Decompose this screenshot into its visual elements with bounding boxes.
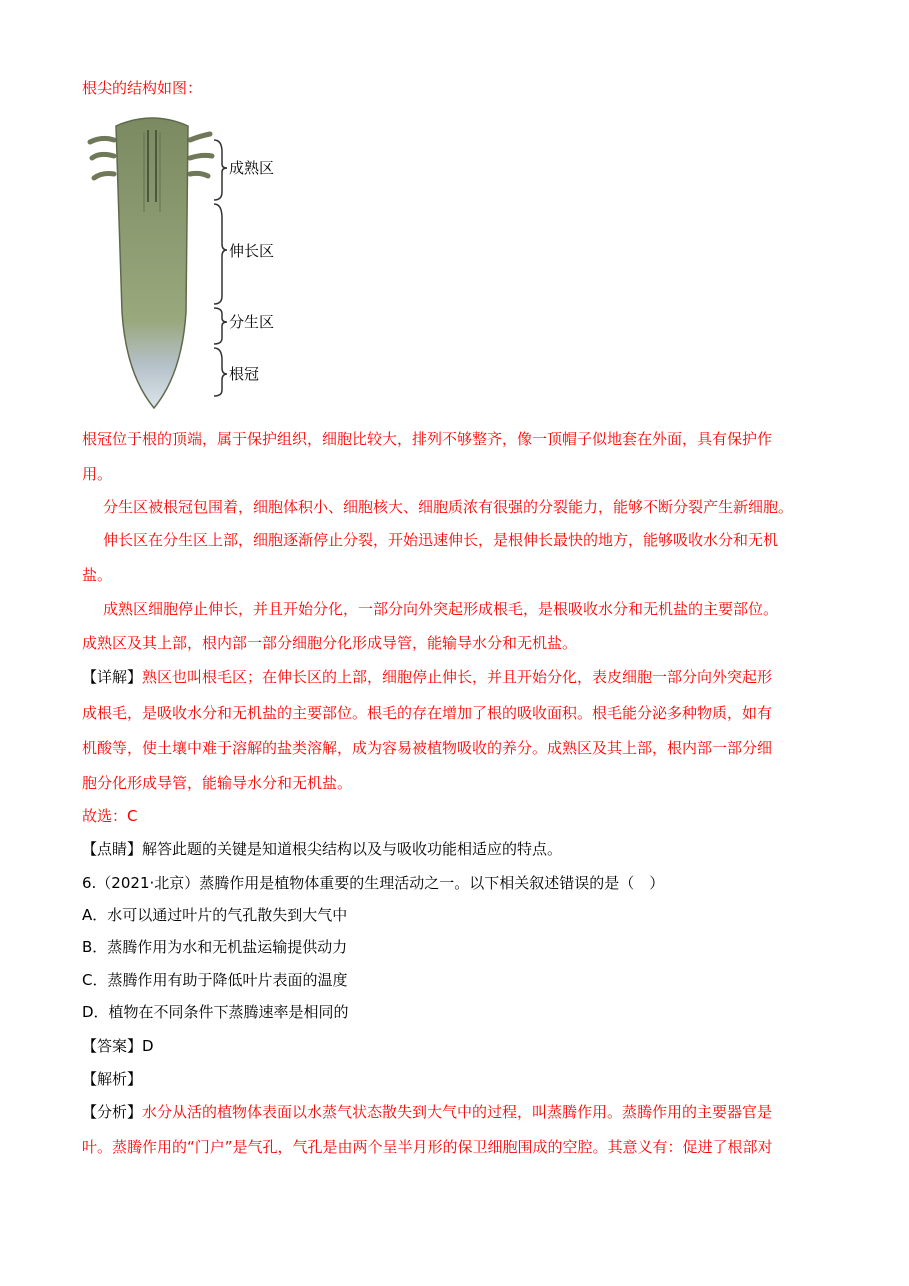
analysis-text: 水分从活的植物体表面以水蒸气状态散失到大气中的过程，叫蒸腾作用。蒸腾作用的主要器官是: [142, 1103, 773, 1121]
detail-line: 成根毛，是吸收水分和无机盐的主要部位。根毛的存在增加了根的吸收面积。根毛能分泌多种物质，如有: [82, 704, 773, 722]
paragraph-line: 成熟区及其上部，根内部一部分细胞分化形成导管，能输导水分和无机盐。: [82, 634, 578, 652]
answer: 【答案】D: [82, 1037, 154, 1055]
detail-line-1: [82, 667, 772, 687]
note-line: [82, 839, 562, 859]
detail-text: 熟区也叫根毛区；在伸长区的上部，细胞停止伸长，并且开始分化，表皮细胞一部分向外突起形: [142, 668, 773, 686]
detail-line: 胞分化形成导管，能输导水分和无机盐。: [82, 774, 353, 792]
label-meristem-zone: 分生区: [229, 313, 275, 331]
note-tag: 【点睛】: [82, 840, 143, 858]
label-maturation-zone: 成熟区: [229, 159, 275, 177]
note-text: 解答此题的关键是知道根尖结构以及与吸收功能相适应的特点。: [142, 840, 563, 858]
label-root-cap: 根冠: [229, 365, 260, 383]
option-a: A．水可以通过叶片的气孔散失到大气中: [82, 906, 348, 924]
analysis-line: 叶。蒸腾作用的“门户”是气孔，气孔是由两个呈半月形的保卫细胞围成的空腔。其意义有：促进了根部对: [82, 1138, 773, 1156]
root-tip-figure: [82, 112, 222, 412]
option-c: C．蒸腾作用有助于降低叶片表面的温度: [82, 971, 348, 989]
paragraph-line: 用。: [82, 465, 113, 483]
paragraph-line: 根冠位于根的顶端，属于保护组织，细胞比较大，排列不够整齐，像一顶帽子似地套在外面，具有保护作: [82, 430, 773, 448]
option-b: B．蒸腾作用为水和无机盐运输提供动力: [82, 938, 348, 956]
paragraph-line: 成熟区细胞停止伸长，并且开始分化，一部分向外突起形成根毛，是根吸收水分和无机盐的主要部位。: [103, 600, 779, 618]
option-d: D．植物在不同条件下蒸腾速率是相同的: [82, 1003, 349, 1021]
figure-intro: 根尖的结构如图：: [82, 79, 203, 97]
analysis-title: 【解析】: [82, 1070, 143, 1088]
analysis-line-1: [82, 1102, 772, 1122]
analysis-tag: 【分析】: [82, 1103, 143, 1121]
detail-tag: 【详解】: [82, 668, 143, 686]
question-stem: 6.（2021·北京）蒸腾作用是植物体重要的生理活动之一。以下相关叙述错误的是（ ）: [82, 874, 665, 892]
label-elongation-zone: 伸长区: [229, 242, 275, 260]
paragraph-line: 盐。: [82, 566, 113, 584]
paragraph-line: 分生区被根冠包围着，细胞体积小、细胞核大、细胞质浓有很强的分裂能力，能够不断分裂产生新细胞。: [103, 498, 794, 516]
choice: 故选：C: [82, 807, 138, 825]
detail-line: 机酸等，使土壤中难于溶解的盐类溶解，成为容易被植物吸收的养分。成熟区及其上部，根内部一部分细: [82, 739, 773, 757]
paragraph-line: 伸长区在分生区上部，细胞逐渐停止分裂，开始迅速伸长，是根伸长最快的地方，能够吸收水分和无机: [103, 531, 779, 549]
